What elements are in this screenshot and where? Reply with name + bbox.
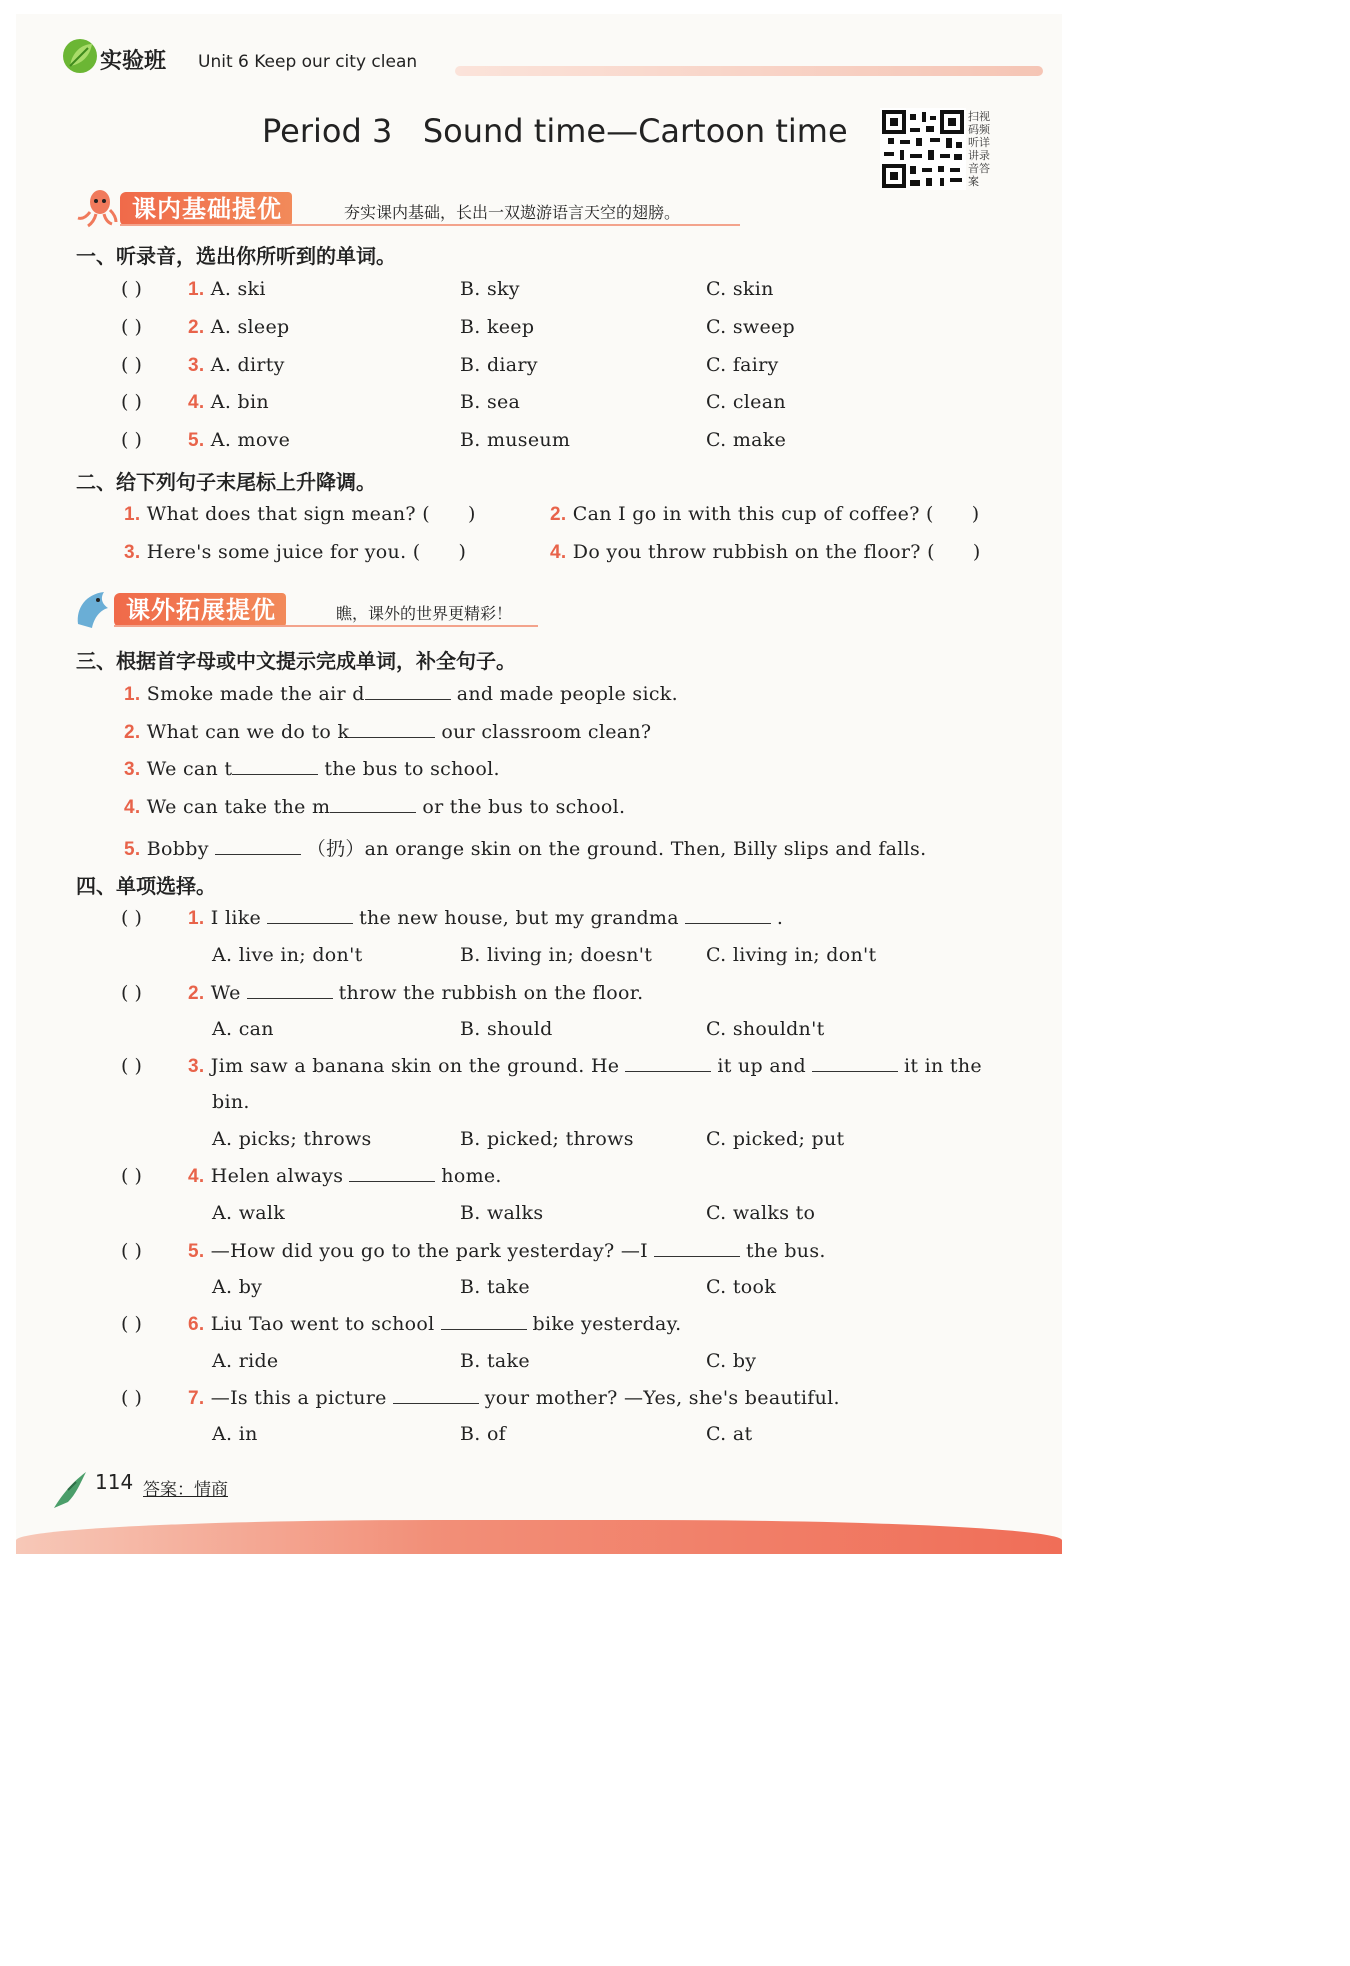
answer-blank[interactable] (215, 853, 301, 855)
option-b: B. diary (460, 354, 538, 376)
qr-caption: 扫视码频听详讲录音答案 (968, 110, 990, 188)
option-b: B. sea (460, 391, 521, 413)
sentence: Do you throw rubbish on the floor? ( ) (572, 541, 981, 563)
item-number: 5. (188, 430, 205, 451)
section2-item (124, 503, 476, 526)
answer-blank[interactable] (349, 736, 435, 738)
option-b: B. should (460, 1018, 553, 1040)
answer-bracket[interactable]: ( ) (121, 391, 142, 413)
answer-bracket[interactable]: ( ) (121, 1240, 142, 1262)
answer-bracket[interactable]: ( ) (121, 1387, 142, 1409)
section3-item (124, 683, 678, 706)
option-a: A. ride (212, 1350, 279, 1372)
option-c: C. clean (706, 391, 786, 413)
section2-heading: 二、给下列句子末尾标上升降调。 (76, 470, 376, 494)
section3-heading: 三、根据首字母或中文提示完成单词，补全句子。 (76, 649, 516, 673)
answer-blank[interactable] (625, 1070, 711, 1072)
option-a: A. live in; don't (212, 944, 363, 966)
item-number: 3. (124, 759, 141, 780)
section3-item (124, 796, 625, 819)
item-number: 2. (188, 317, 205, 338)
question-stem (188, 907, 783, 930)
sentence-end: the bus to school. (324, 758, 500, 780)
section4-heading: 四、单项选择。 (76, 874, 216, 898)
option-c: C. picked; put (706, 1128, 845, 1150)
item-number: 6. (188, 1314, 205, 1335)
stem-text: it up and (717, 1055, 806, 1077)
sentence-start: Bobby (146, 838, 209, 860)
page-number: 114 (95, 1470, 134, 1494)
option-a: A. dirty (210, 354, 285, 376)
question-stem (188, 1387, 840, 1410)
page-title: Period 3 Sound time—Cartoon time (262, 112, 848, 150)
banner-extension-subtitle: 瞧，课外的世界更精彩！ (336, 604, 513, 623)
option-c: C. make (706, 429, 787, 451)
answer-bracket[interactable]: ( ) (121, 278, 142, 300)
option-c: C. shouldn't (706, 1018, 825, 1040)
stem-text: . (776, 907, 784, 929)
item-number: 7. (188, 1388, 205, 1409)
leaf-logo-icon (62, 38, 98, 74)
banner-basic: 课内基础提优 (120, 192, 292, 226)
option-a: A. bin (210, 391, 269, 413)
option-a: A. walk (212, 1202, 286, 1224)
sentence-end: or the bus to school. (422, 796, 626, 818)
banner-basic-underline (120, 224, 740, 226)
option-a: A. picks; throws (212, 1128, 372, 1150)
answer-blank[interactable] (685, 922, 771, 924)
option-b: B. take (460, 1276, 530, 1298)
sentence-start: Smoke made the air d (146, 683, 365, 705)
option-b: B. of (460, 1423, 507, 1445)
option-a: A. by (212, 1276, 263, 1298)
answer-blank[interactable] (232, 773, 318, 775)
option-b: B. living in; doesn't (460, 944, 653, 966)
sentence-start: What can we do to k (146, 721, 350, 743)
option-a: A. can (212, 1018, 274, 1040)
option-b: B. picked; throws (460, 1128, 634, 1150)
section3-item (124, 721, 651, 744)
option-a: A. ski (210, 278, 266, 300)
option-c: C. at (706, 1423, 753, 1445)
option-c: C. took (706, 1276, 777, 1298)
section3-item (124, 834, 926, 861)
item-number: 1. (188, 279, 205, 300)
answer-hint: 答案：情商 (143, 1480, 228, 1500)
item-number: 1. (124, 684, 141, 705)
item-number: 5. (188, 1241, 205, 1262)
option-c: C. living in; don't (706, 944, 877, 966)
item-number: 2. (550, 504, 567, 525)
footer-stripe (16, 1520, 1062, 1554)
stem-text: Helen always (210, 1165, 344, 1187)
stem-text: —How did you go to the park yesterday? —I (210, 1240, 648, 1262)
question-stem (188, 1240, 826, 1263)
unit-title: Unit 6 Keep our city clean (198, 52, 418, 72)
sentence-start: We can t (146, 758, 233, 780)
answer-blank[interactable] (330, 811, 416, 813)
answer-bracket[interactable]: ( ) (121, 982, 142, 1004)
sentence: What does that sign mean? ( ) (146, 503, 476, 525)
answer-blank[interactable] (365, 698, 451, 700)
brand-label: 实验班 (100, 49, 167, 74)
sentence: Can I go in with this cup of coffee? ( ) (572, 503, 980, 525)
sentence: Here's some juice for you. ( ) (146, 541, 467, 563)
item-number: 4. (188, 1166, 205, 1187)
question-stem (188, 1313, 681, 1336)
stem-continuation: bin. (212, 1091, 250, 1113)
option-c: C. walks to (706, 1202, 816, 1224)
question-stem (188, 1165, 502, 1188)
stem-text: bike yesterday. (532, 1313, 682, 1335)
item-number: 2. (188, 983, 205, 1004)
dolphin-mascot-icon (72, 588, 114, 632)
shark-footer-icon (50, 1468, 92, 1512)
item-number: 4. (124, 797, 141, 818)
option-b: B. walks (460, 1202, 544, 1224)
stem-text: throw the rubbish on the floor. (338, 982, 644, 1004)
answer-bracket[interactable]: ( ) (121, 1165, 142, 1187)
banner-basic-subtitle: 夯实课内基础，长出一双遨游语言天空的翅膀。 (344, 203, 681, 222)
squid-mascot-icon (74, 188, 118, 228)
section3-item (124, 758, 500, 781)
answer-bracket[interactable]: ( ) (121, 907, 142, 929)
sentence-end: （扔）an orange skin on the ground. Then, Billy slips and falls. (306, 838, 927, 860)
qr-code-icon[interactable] (880, 108, 966, 190)
item-number: 1. (188, 908, 205, 929)
option-c: C. by (706, 1350, 757, 1372)
option-b: B. museum (460, 429, 571, 451)
stem-text: Liu Tao went to school (210, 1313, 435, 1335)
section2-item (124, 541, 466, 564)
stem-text: the bus. (745, 1240, 826, 1262)
stem-text: We (210, 982, 241, 1004)
section1-heading: 一、听录音，选出你所听到的单词。 (76, 244, 396, 268)
item-number: 3. (188, 355, 205, 376)
answer-blank[interactable] (441, 1328, 527, 1330)
item-number: 3. (124, 542, 141, 563)
stem-text: Jim saw a banana skin on the ground. He (210, 1055, 620, 1077)
answer-blank[interactable] (267, 922, 353, 924)
option-b: B. take (460, 1350, 530, 1372)
answer-bracket[interactable]: ( ) (121, 429, 142, 451)
stem-text: it in the (903, 1055, 982, 1077)
item-number: 2. (124, 722, 141, 743)
option-c: C. fairy (706, 354, 779, 376)
sentence-end: our classroom clean? (441, 721, 652, 743)
answer-bracket[interactable]: ( ) (121, 354, 142, 376)
answer-bracket[interactable]: ( ) (121, 1055, 142, 1077)
section2-item (550, 503, 979, 526)
option-a: A. in (212, 1423, 258, 1445)
option-c: C. sweep (706, 316, 796, 338)
answer-blank[interactable] (393, 1402, 479, 1404)
item-number: 4. (188, 392, 205, 413)
item-number: 5. (124, 839, 141, 860)
stem-text: your mother? —Yes, she's beautiful. (484, 1387, 840, 1409)
answer-blank[interactable] (349, 1180, 435, 1182)
answer-blank[interactable] (654, 1255, 740, 1257)
item-number: 1. (124, 504, 141, 525)
question-stem (188, 1055, 982, 1078)
answer-bracket[interactable]: ( ) (121, 1313, 142, 1335)
item-number: 4. (550, 542, 567, 563)
section2-item (550, 541, 981, 564)
banner-extension-underline (114, 625, 538, 627)
item-number: 3. (188, 1056, 205, 1077)
option-a: A. sleep (210, 316, 290, 338)
sentence-end: and made people sick. (456, 683, 678, 705)
option-c: C. skin (706, 278, 774, 300)
header-stripe (455, 66, 1043, 76)
stem-text: home. (441, 1165, 502, 1187)
banner-extension: 课外拓展提优 (114, 593, 286, 627)
stem-text: I like (210, 907, 262, 929)
stem-text: —Is this a picture (210, 1387, 387, 1409)
question-stem (188, 982, 643, 1005)
option-a: A. move (210, 429, 291, 451)
answer-bracket[interactable]: ( ) (121, 316, 142, 338)
stem-text: the new house, but my grandma (359, 907, 679, 929)
option-b: B. keep (460, 316, 535, 338)
option-b: B. sky (460, 278, 520, 300)
answer-blank[interactable] (247, 997, 333, 999)
sentence-start: We can take the m (146, 796, 331, 818)
answer-blank[interactable] (812, 1070, 898, 1072)
